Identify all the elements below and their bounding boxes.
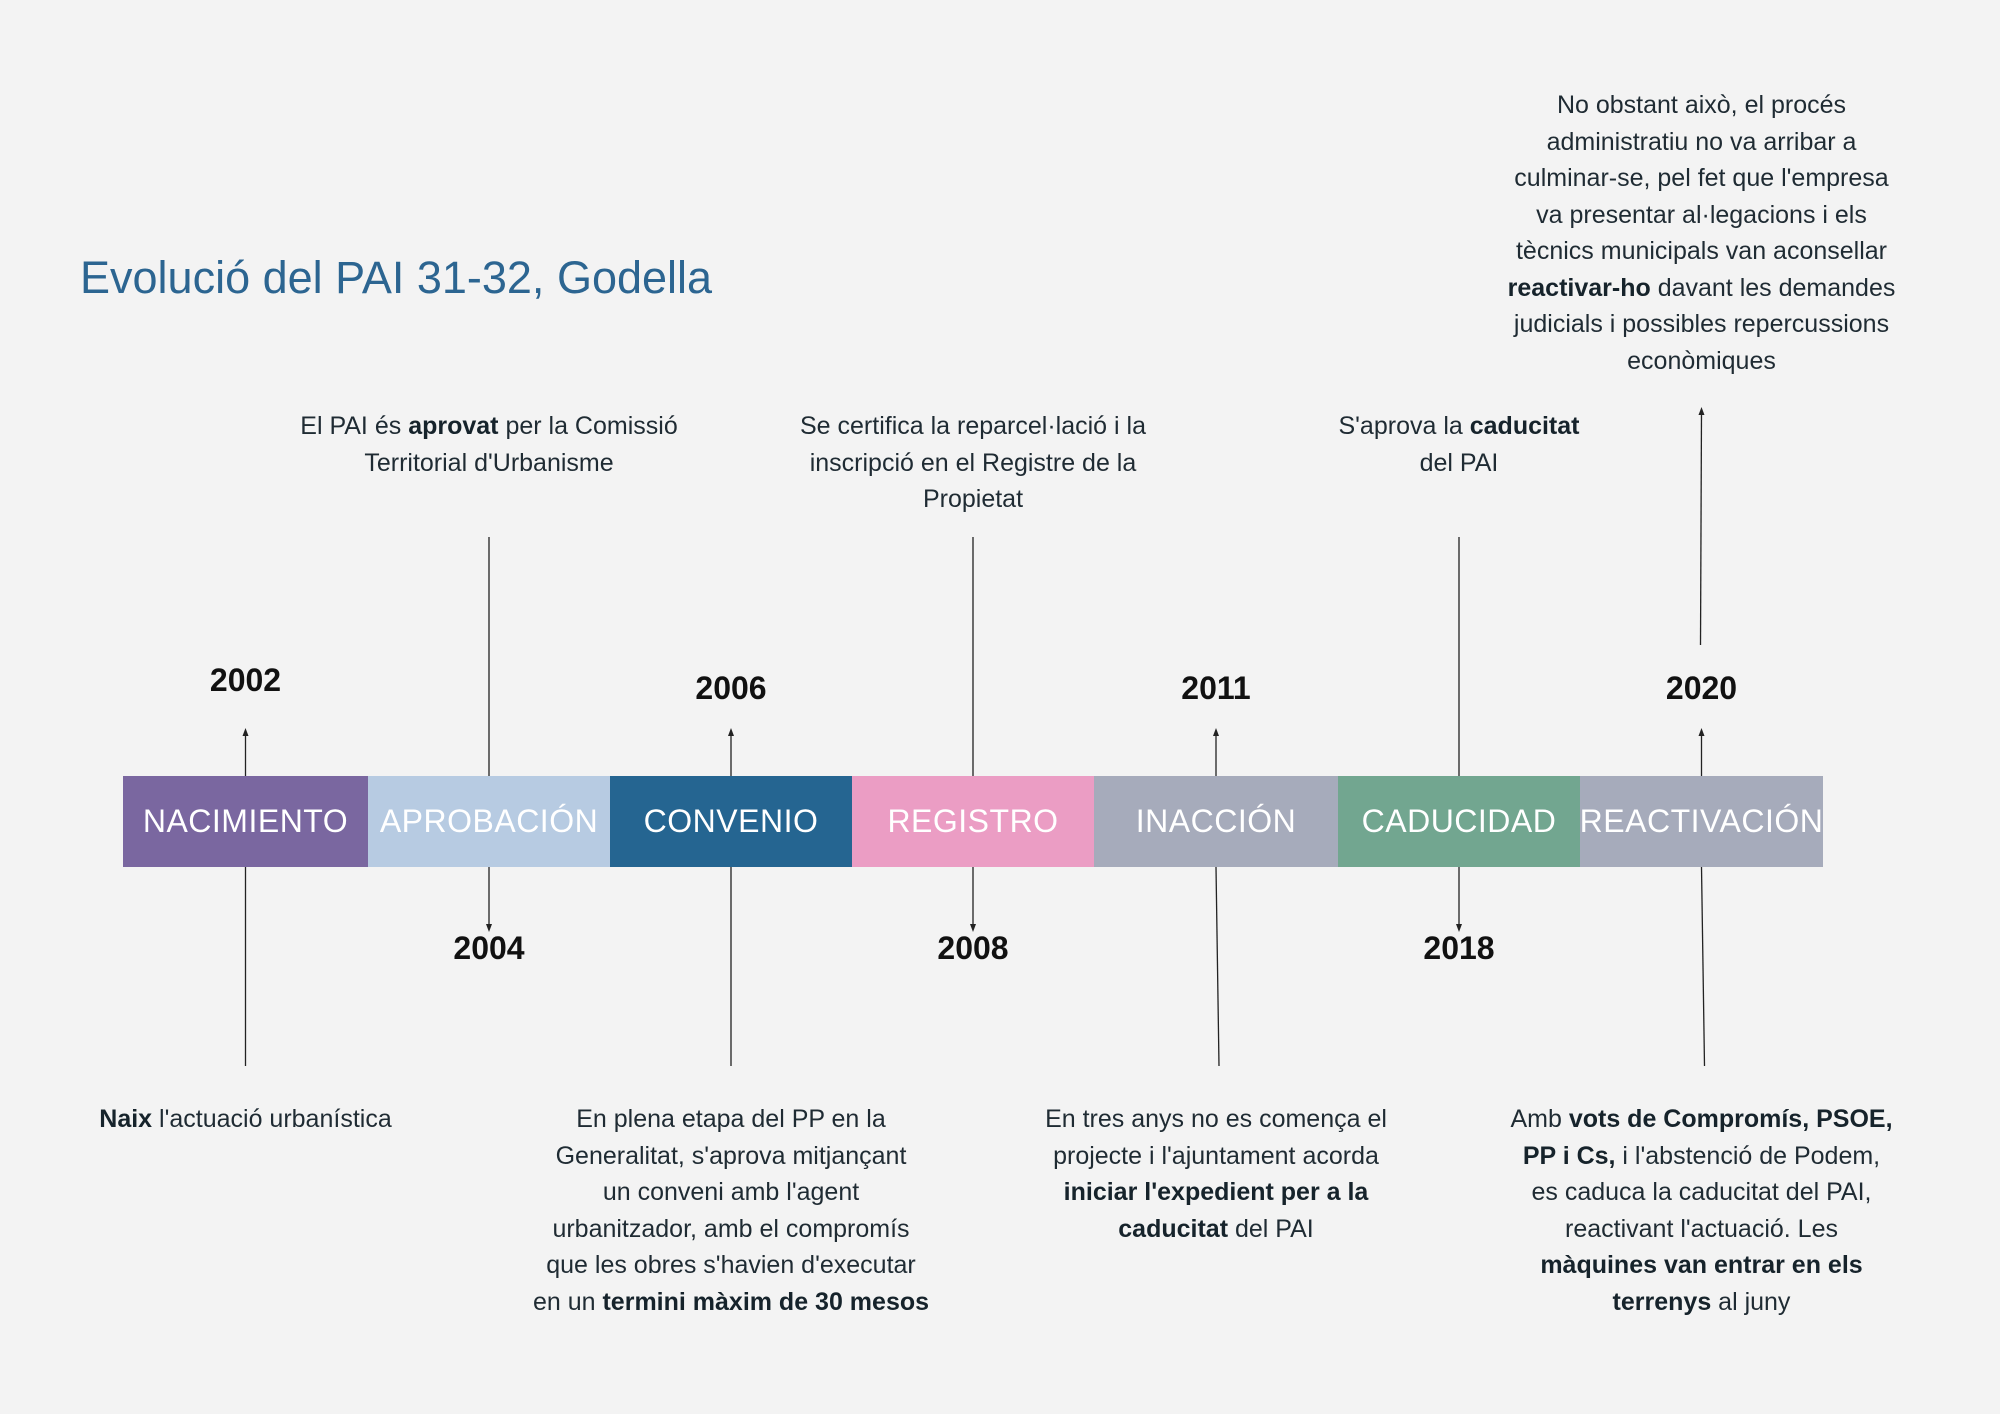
- note-text: Territorial d'Urbanisme: [364, 448, 614, 477]
- note-text: Generalitat, s'aprova mitjançant: [555, 1141, 907, 1170]
- note-text-bold: aprovat: [408, 412, 499, 440]
- note-line: [1472, 1138, 1932, 1175]
- note-line: [506, 1101, 956, 1138]
- page-title: Evolució del PAI 31-32, Godella: [80, 252, 713, 303]
- note-text: tècnics municipals van aconsellar: [1515, 237, 1887, 265]
- year-label: 2020: [1665, 670, 1738, 706]
- note-text-bold: termini màxim de 30 mesos: [602, 1287, 930, 1316]
- note-text: judicials i possibles repercussions: [1513, 310, 1890, 338]
- year-label: 2002: [209, 662, 282, 698]
- note-text: No obstant això, el procés: [1556, 91, 1847, 119]
- note-line: [748, 481, 1198, 518]
- note-text-bold: Naix: [99, 1105, 153, 1133]
- note-line: [1006, 1211, 1426, 1248]
- note-text-bold: reactivar-ho: [1507, 273, 1651, 302]
- note-line: [506, 1211, 956, 1248]
- note-text: urbanitzador, amb el compromís: [552, 1214, 910, 1243]
- note-text: va presentar al·legacions i els: [1536, 200, 1867, 229]
- stage-label: REGISTRO: [887, 803, 1059, 839]
- note-text: per la Comissió: [498, 412, 678, 440]
- note-connector: [1216, 867, 1219, 1066]
- stage-label: APROBACIÓN: [379, 803, 599, 839]
- note-text: En plena etapa del PP en la: [576, 1105, 886, 1133]
- note-text: es caduca la caducitat del PAI,: [1531, 1178, 1872, 1206]
- note-text-bold: terrenys: [1612, 1287, 1712, 1316]
- note-line: [506, 1284, 956, 1321]
- year-label: 2018: [1423, 930, 1495, 966]
- note-line: [1472, 306, 1932, 343]
- stage-registro: [852, 776, 1094, 867]
- note-text-bold: vots de Compromís, PSOE,: [1568, 1105, 1893, 1133]
- note-line: [1472, 1174, 1932, 1211]
- note-line: [264, 445, 714, 482]
- stage-nacimiento: [123, 776, 368, 867]
- note-line: [1472, 87, 1932, 124]
- note-text: i l'abstenció de Podem,: [1615, 1141, 1881, 1170]
- stage-label: CONVENIO: [643, 803, 819, 839]
- note-line: [1472, 1247, 1932, 1284]
- note-text-bold: màquines van entrar en els: [1540, 1251, 1863, 1279]
- note-line: [506, 1174, 956, 1211]
- note-text-bold: caducitat: [1469, 412, 1580, 440]
- note-text: El PAI és: [300, 412, 409, 440]
- note-connector: [1702, 867, 1705, 1066]
- stage-label: INACCIÓN: [1135, 803, 1297, 839]
- note-line: [1472, 1284, 1932, 1321]
- note-line: [506, 1247, 956, 1284]
- note-line: [1472, 160, 1932, 197]
- event-note: [1259, 408, 1659, 481]
- note-text: S'aprova la: [1338, 412, 1470, 440]
- note-text: econòmiques: [1627, 346, 1776, 375]
- note-text: culminar-se, pel fet que l'empresa: [1514, 164, 1889, 192]
- note-line: [66, 1101, 426, 1138]
- note-text: al juny: [1711, 1287, 1791, 1316]
- note-text: Amb: [1510, 1105, 1569, 1133]
- note-line: [1259, 445, 1659, 482]
- stage-label: REACTIVACIÓN: [1579, 803, 1824, 839]
- note-text: l'actuació urbanística: [152, 1105, 392, 1133]
- event-note: [1006, 1101, 1426, 1247]
- note-line: [1006, 1101, 1426, 1138]
- note-line: [1259, 408, 1659, 445]
- note-line: [264, 408, 714, 445]
- event-note: [1472, 1101, 1932, 1320]
- note-text: del PAI: [1228, 1214, 1314, 1243]
- event-note: [1472, 87, 1932, 379]
- stage-label: NACIMIENTO: [142, 803, 349, 839]
- event-note: [748, 408, 1198, 518]
- note-line: [1472, 1211, 1932, 1248]
- stage-label: CADUCIDAD: [1361, 803, 1557, 839]
- note-text: del PAI: [1419, 448, 1499, 477]
- note-text-bold: iniciar l'expedient per a la: [1063, 1178, 1369, 1206]
- note-line: [1006, 1174, 1426, 1211]
- note-text: Se certifica la reparcel·lació i la: [800, 412, 1146, 440]
- stage-reactivación: [1580, 776, 1823, 867]
- year-label: 2008: [937, 930, 1009, 966]
- stage-aprobación: [368, 776, 610, 867]
- note-text: que les obres s'havien d'executar: [546, 1251, 916, 1279]
- year-label: 2004: [453, 930, 525, 966]
- note-line: [1006, 1138, 1426, 1175]
- note-text: Propietat: [922, 485, 1024, 513]
- timeline-bar: [123, 776, 1823, 867]
- note-line: [506, 1138, 956, 1175]
- note-line: [1472, 233, 1932, 270]
- stage-convenio: [610, 776, 852, 867]
- note-text: un conveni amb l'agent: [602, 1178, 860, 1206]
- note-text-bold: caducitat: [1118, 1214, 1229, 1243]
- note-line: [1472, 124, 1932, 161]
- stage-caducidad: [1338, 776, 1580, 867]
- note-text-bold: PP i Cs,: [1522, 1141, 1616, 1170]
- note-text: inscripció en el Registre de la: [809, 448, 1137, 477]
- event-note: [66, 1101, 426, 1138]
- note-text: davant les demandes: [1650, 273, 1896, 302]
- stage-inacción: [1094, 776, 1338, 867]
- note-text: en un: [532, 1287, 603, 1316]
- note-arrow: [1701, 411, 1702, 645]
- note-text: projecte i l'ajuntament acorda: [1053, 1141, 1379, 1170]
- event-note: [264, 408, 714, 481]
- note-text: administratiu no va arribar a: [1546, 127, 1857, 156]
- note-line: [1472, 1101, 1932, 1138]
- year-label: 2006: [695, 670, 767, 706]
- note-text: En tres anys no es comença el: [1045, 1105, 1387, 1133]
- note-line: [748, 408, 1198, 445]
- event-note: [506, 1101, 956, 1320]
- note-line: [1472, 270, 1932, 307]
- note-line: [1472, 343, 1932, 380]
- note-text: reactivant l'actuació. Les: [1565, 1214, 1838, 1243]
- note-line: [748, 445, 1198, 482]
- year-label: 2011: [1181, 670, 1251, 706]
- note-line: [1472, 197, 1932, 234]
